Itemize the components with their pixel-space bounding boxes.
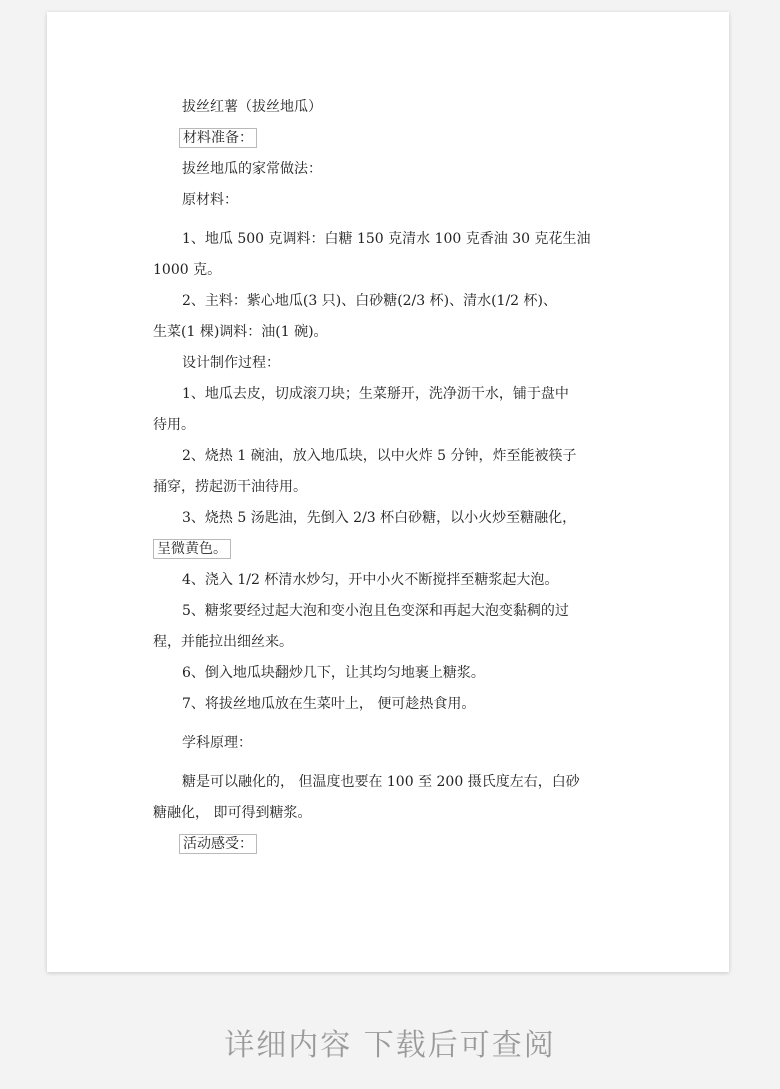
step-5-line-2: 程，并能拉出细丝来。	[153, 634, 293, 650]
ingredient-2-line-1: 2、主料：紫心地瓜(3 只)、白砂糖(2/3 杯)、清水(1/2 杯)、	[182, 293, 557, 309]
method-heading: 拔丝地瓜的家常做法：	[182, 161, 322, 177]
process-heading: 设计制作过程：	[182, 355, 280, 371]
ingredient-1-line-1: 1、地瓜 500 克调料：白糖 150 克清水 100 克香油 30 克花生油	[182, 231, 591, 247]
step-3-line-1: 3、烧热 5 汤匙油，先倒入 2/3 杯白砂糖，以小火炒至糖融化，	[182, 510, 577, 526]
ingredients-heading: 原材料：	[182, 192, 238, 208]
step-1-line-2: 待用。	[153, 417, 195, 433]
principle-line-2: 糖融化， 即可得到糖浆。	[153, 805, 312, 821]
step-3-line-2: 呈微黄色。	[153, 539, 231, 559]
ingredient-2-line-2: 生菜(1 棵)调料：油(1 碗)。	[153, 324, 328, 340]
step-6: 6、倒入地瓜块翻炒几下，让其均匀地裹上糖浆。	[182, 665, 485, 681]
ingredient-1-line-2: 1000 克。	[153, 262, 222, 278]
doc-title: 拔丝红薯（拔丝地瓜）	[182, 99, 322, 115]
step-7: 7、将拔丝地瓜放在生菜叶上， 便可趁热食用。	[182, 696, 476, 712]
feeling-label: 活动感受：	[179, 834, 257, 854]
principle-heading: 学科原理：	[182, 735, 252, 751]
download-hint[interactable]: 详细内容 下载后可查阅	[224, 1028, 556, 1063]
step-2-line-2: 捅穿，捞起沥干油待用。	[153, 479, 307, 495]
step-5-line-1: 5、糖浆要经过起大泡和变小泡且色变深和再起大泡变黏稠的过	[182, 603, 569, 619]
step-2-line-1: 2、烧热 1 碗油，放入地瓜块，以中火炸 5 分钟，炸至能被筷子	[182, 448, 577, 464]
document-content	[153, 92, 623, 860]
principle-line-1: 糖是可以融化的， 但温度也要在 100 至 200 摄氏度左右，白砂	[182, 774, 580, 790]
step-4: 4、浇入 1/2 杯清水炒匀，开中小火不断搅拌至糖浆起大泡。	[182, 572, 559, 588]
materials-label: 材料准备：	[179, 128, 257, 148]
step-1-line-1: 1、地瓜去皮，切成滚刀块；生菜掰开，洗净沥干水，铺于盘中	[182, 386, 569, 402]
document-page	[47, 12, 729, 972]
